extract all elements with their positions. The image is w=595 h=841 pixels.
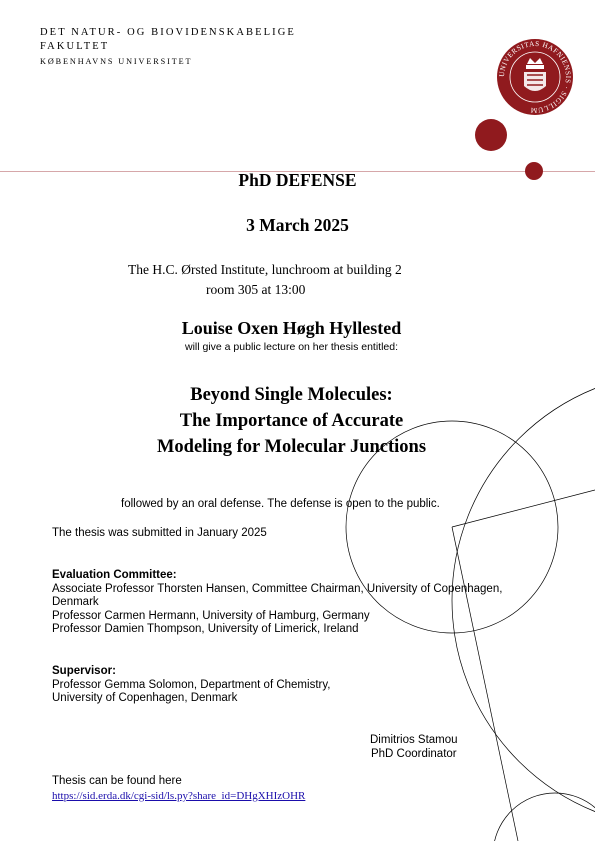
supervisor-line: University of Copenhagen, Denmark	[52, 692, 238, 704]
faculty-name-line2: FAKULTET	[40, 41, 110, 52]
committee-heading: Evaluation Committee:	[52, 569, 177, 581]
committee-member-continued: Denmark	[52, 596, 99, 608]
thesis-title-line1: Beyond Single Molecules:	[190, 385, 393, 405]
university-name: KØBENHAVNS UNIVERSITET	[40, 57, 193, 66]
coordinator-name: Dimitrios Stamou	[370, 734, 458, 746]
decorative-dot-large	[475, 119, 507, 151]
evaluation-committee	[52, 569, 502, 637]
supervisor-line: Professor Gemma Solomon, Department of Chemistry,	[52, 678, 331, 691]
defense-date: 3 March 2025	[246, 215, 349, 235]
location-line1: The H.C. Ørsted Institute, lunchroom at building 2	[128, 262, 402, 277]
submission-note: The thesis was submitted in January 2025	[52, 527, 267, 539]
thesis-location-note: Thesis can be found here	[52, 775, 182, 787]
lecture-note: will give a public lecture on her thesis entitled:	[184, 341, 399, 353]
candidate-name: Louise Oxen Høgh Hyllested	[181, 318, 402, 338]
committee-member: Professor Carmen Hermann, University of Hamburg, Germany	[52, 609, 370, 622]
defense-title: PhD DEFENSE	[238, 170, 357, 190]
supervisor-section	[52, 665, 330, 706]
committee-member: Professor Damien Thompson, University of Limerick, Ireland	[52, 623, 359, 635]
thesis-title-line3: Modeling for Molecular Junctions	[156, 437, 427, 457]
oral-defense-note: followed by an oral defense. The defense is open to the public.	[121, 498, 440, 510]
faculty-name-line1: DET NATUR- OG BIOVIDENSKABELIGE	[40, 27, 296, 38]
thesis-title-line2: The Importance of Accurate	[179, 411, 404, 431]
supervisor-heading: Supervisor:	[52, 665, 116, 677]
location-line2: room 305 at 13:00	[206, 282, 306, 297]
seal-text: UNIVERSITAS HAFNIENSIS · SIGILLUM	[497, 39, 573, 115]
committee-member: Associate Professor Thorsten Hansen, Committee Chairman, University of Copenhagen,	[52, 582, 503, 595]
coordinator-signature	[370, 734, 458, 761]
thesis-link[interactable]: https://sid.erda.dk/cgi-sid/ls.py?share_id=DHgXHIzOHR	[52, 790, 306, 802]
university-seal-logo	[497, 39, 573, 115]
thesis-title	[0, 382, 583, 460]
coordinator-role: PhD Coordinator	[370, 747, 457, 760]
